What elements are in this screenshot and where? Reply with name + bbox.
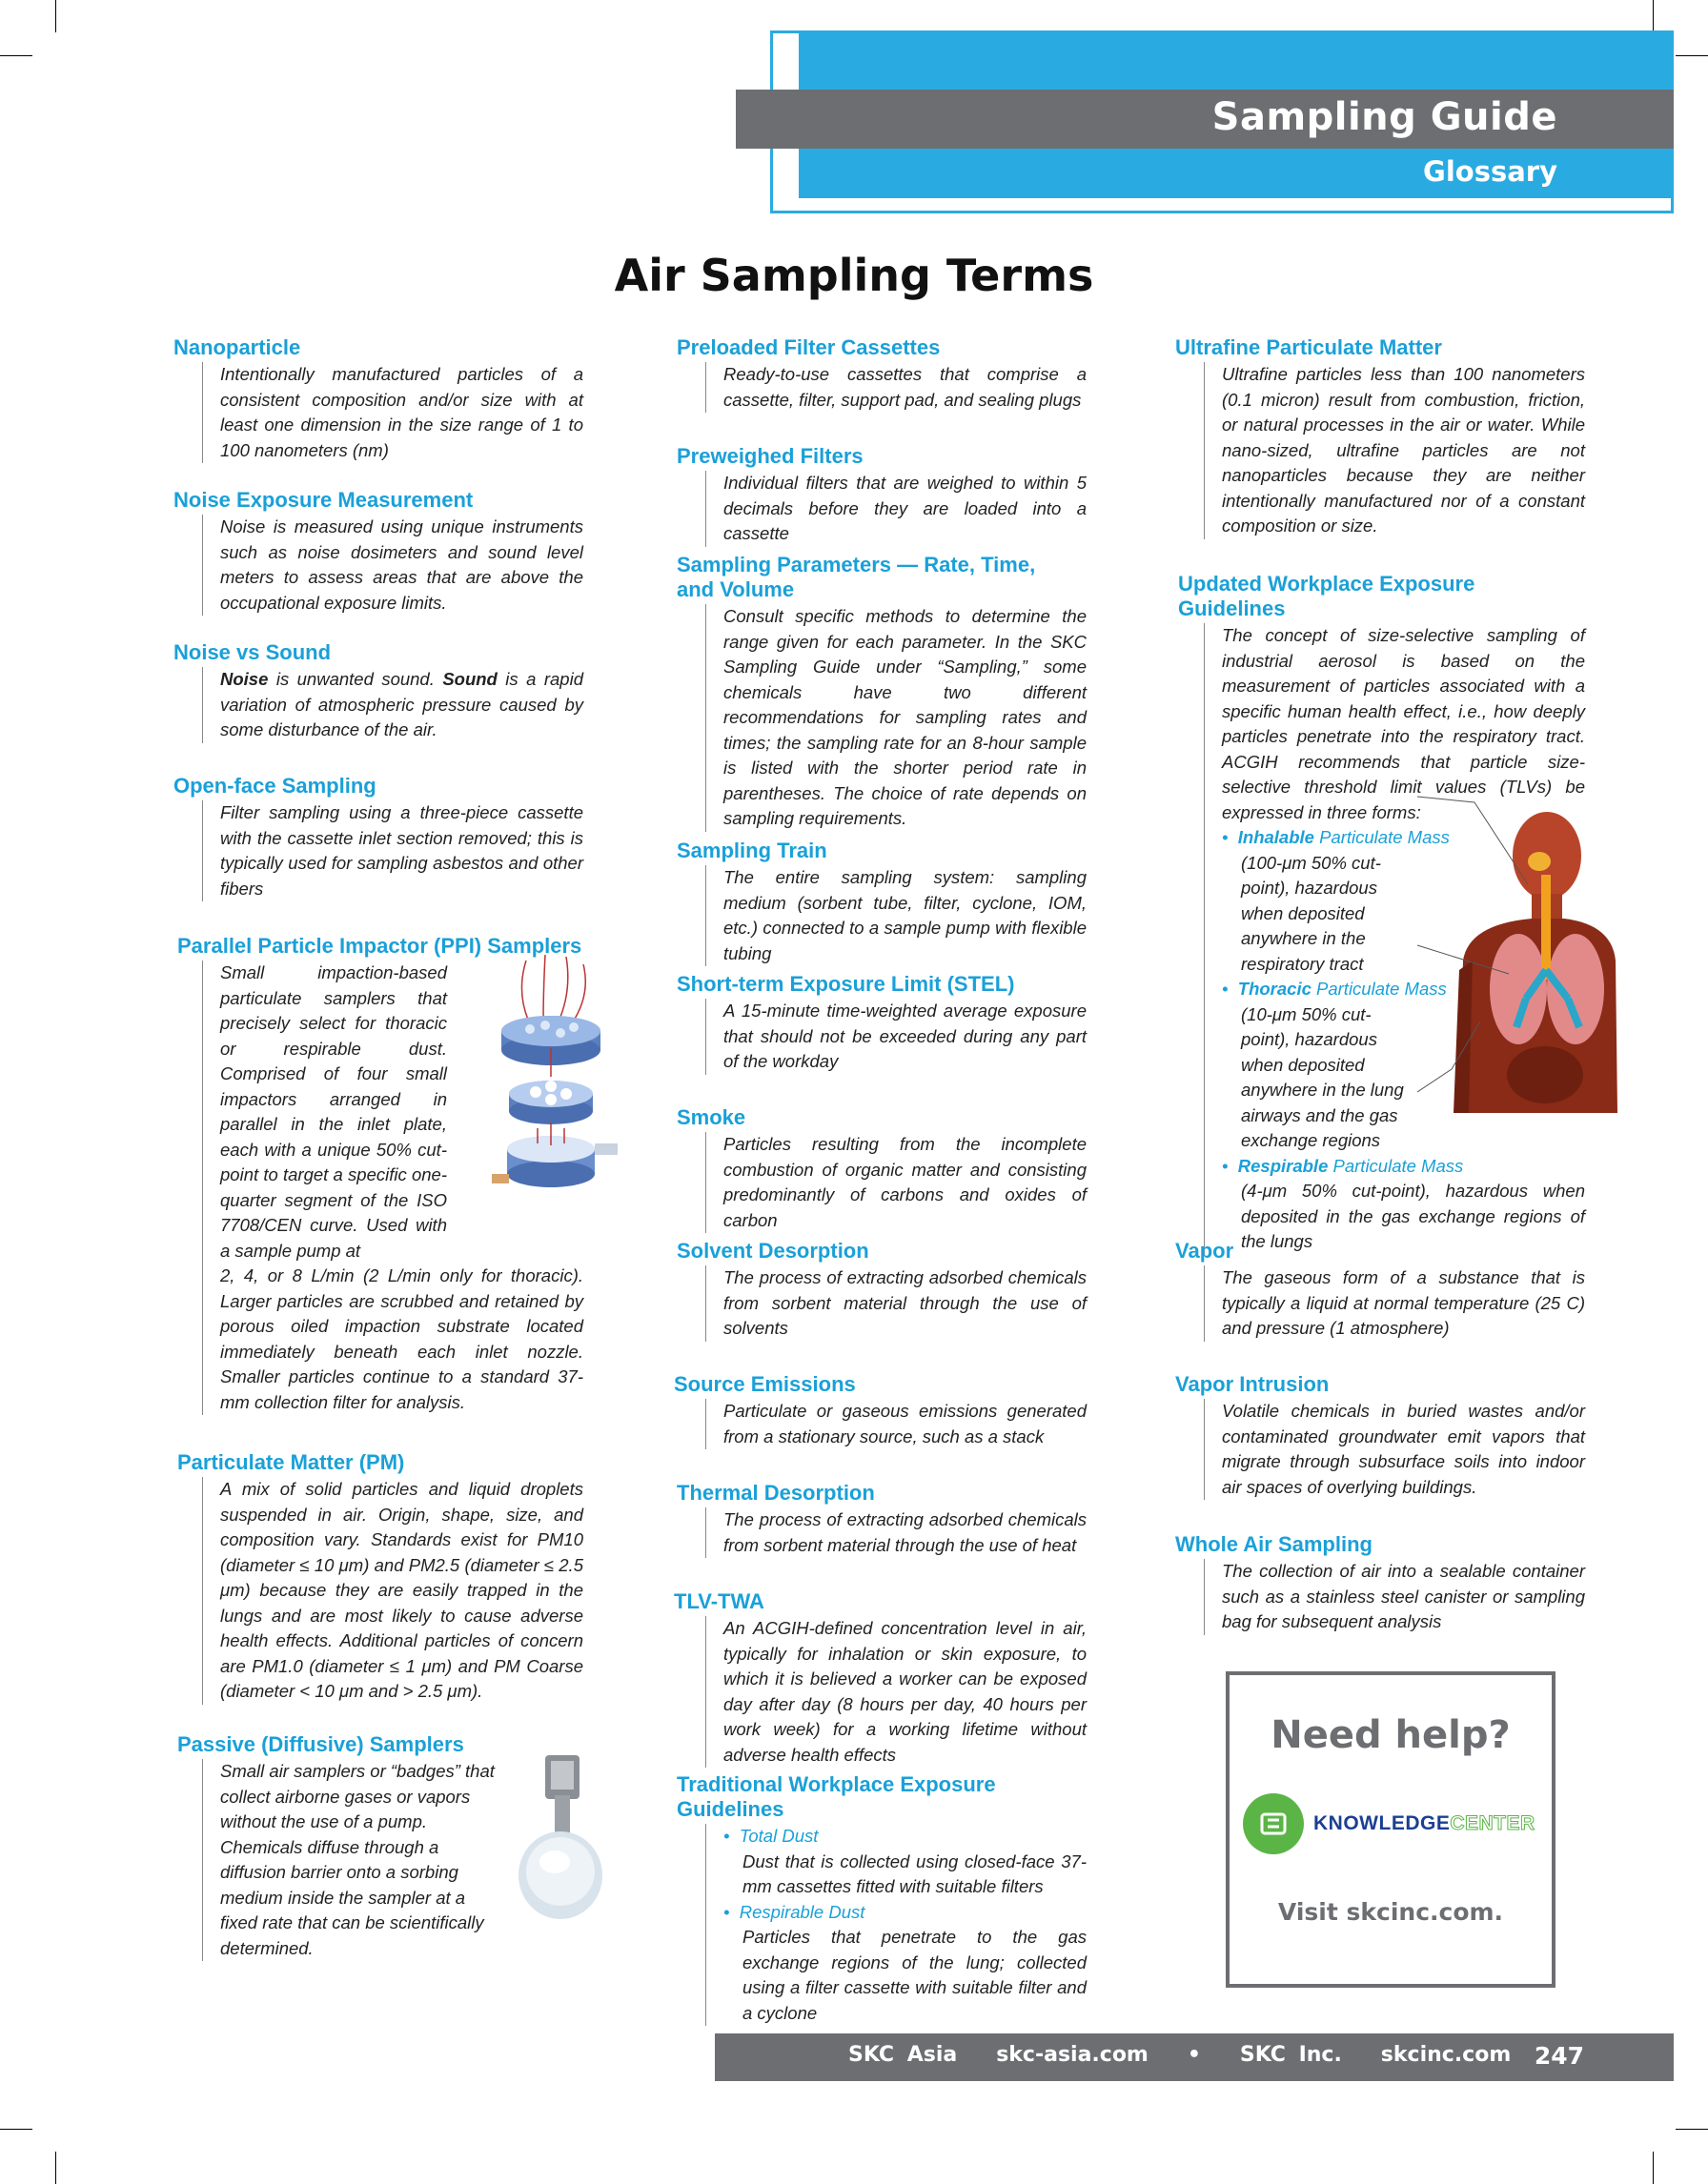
term-heading: Source Emissions (674, 1372, 856, 1396)
bullet-text: Particles that penetrate to the gas exchange regions of the lung; collected using a filter cassette with suitable filter and a cyclone (742, 1927, 1087, 2023)
term-heading: Thermal Desorption (677, 1481, 875, 1505)
term-heading: Preloaded Filter Cassettes (677, 335, 941, 359)
term-definition: Volatile chemicals in buried wastes and/or contaminated groundwater emit vapors that migrate through subsurface soils into indoor air spaces of overlying buildings. (1204, 1399, 1585, 1500)
glossary-entry (677, 444, 1087, 547)
page-title: Air Sampling Terms (614, 250, 1094, 301)
term-definition: Consult specific methods to determine the range given for each parameter. In the SKC Sampling Guide under “Sampling,” some chemicals have two different recommendations for sampling rates and times; the sampling rate for an 8-hour sample is listed with the shorter period rate in parentheses. The choice of rate depends on sampling requirements. (705, 604, 1087, 832)
glossary-entry (677, 553, 1087, 832)
glossary-entry (674, 1589, 1087, 1768)
term-definition: Noise is measured using unique instruments such as noise dosimeters and sound level meters to assess areas that are above the occupational exposure limits. (202, 515, 583, 616)
header-blue-band (799, 30, 1674, 90)
term-heading: Ultrafine Particulate Matter (1175, 335, 1442, 359)
term-heading: Particulate Matter (PM) (177, 1450, 405, 1474)
crop-mark (55, 2152, 56, 2184)
glossary-entry (677, 1239, 1087, 1342)
bullet-marker: • (1222, 827, 1238, 847)
page-number: 247 (1534, 2042, 1584, 2070)
bullet-text: (4-μm 50% cut-point), hazardous when deposited in the gas exchange regions of the lungs (1241, 1181, 1585, 1251)
term-definition: Filter sampling using a three-piece cassette with the cassette inlet section removed; this is typically used for sampling asbestos and other fibers (202, 800, 583, 901)
footer-bar (715, 2033, 1674, 2081)
crop-mark (0, 55, 32, 56)
bullet-item (723, 1900, 1087, 1926)
bullet-heading-rest: Particulate Mass (1328, 1155, 1464, 1176)
term-definition: Ready-to-use cassettes that comprise a cassette, filter, support pad, and sealing plugs (705, 362, 1087, 413)
glossary-entry (173, 335, 583, 463)
glossary-entry (677, 1481, 1087, 1558)
glossary-entry (1175, 1239, 1585, 1342)
glossary-entry (1175, 1372, 1585, 1500)
glossary-entry (677, 1772, 1087, 2026)
bullet-heading: Respirable (1237, 1155, 1329, 1176)
term-heading: Solvent Desorption (677, 1239, 869, 1263)
def-text-full: 2, 4, or 8 L/min (2 L/min only for thoracic). Larger particles are scrubbed and retained by porous oiled impaction substrate located immediately beneath each inlet nozzle. Smaller particles continue to a standard 37-mm collection filter for analysis. (220, 1265, 583, 1412)
knowledge-center-icon (1243, 1793, 1304, 1854)
footer-contacts: SKC Asia skc-asia.com • SKC Inc. skcinc.com (848, 2043, 1512, 2067)
def-intro: The concept of size-selective sampling of industrial aerosol is based on the measurement of particles associated with a specific human health effect, i.e., how deeply particles penetrate into the respiratory tract. ACGIH recommends that particle size-selective threshold limit values (TLVs) be expressed in three forms: (1222, 625, 1585, 822)
term-heading: Whole Air Sampling (1175, 1532, 1372, 1556)
bullet-heading: Inhalable (1237, 827, 1314, 847)
glossary-entry (677, 335, 1087, 413)
bullet-text: (100-μm 50% cut-point), hazardous when deposited anywhere in the respiratory tract (1241, 852, 1381, 974)
term-definition (705, 1824, 1087, 2026)
bullet-heading: Total Dust (739, 1826, 819, 1846)
def-text-wrapped: Small impaction-based particulate samplers that precisely select for thoracic or respirable dust. Comprised of four small impactors arranged in parallel in the inlet plate, each with a unique 50% cut-point to target a specific one-quarter segment of the ISO 7708/CEN curve. Used with a sample pump at (220, 962, 447, 1261)
term-definition: Individual filters that are weighed to within 5 decimals before they are loaded into a cassette (705, 471, 1087, 547)
crop-mark (1653, 2152, 1654, 2184)
crop-mark (1653, 0, 1654, 32)
bold-word: Sound (442, 669, 498, 689)
bullet-heading-rest: Particulate Mass (1311, 979, 1447, 999)
def-text: is a rapid variation of atmospheric pressure caused by some disturbance of the air. (220, 669, 583, 739)
bullet-text: Dust that is collected using closed-face 37-mm cassettes fitted with suitable filters (742, 1850, 1087, 1896)
term-heading: Sampling Parameters — Rate, Time, and Volume (677, 553, 1036, 601)
term-definition: The gaseous form of a substance that is typically a liquid at normal temperature (25 C) and pressure (1 atmosphere) (1204, 1265, 1585, 1342)
bullet-heading-rest: Particulate Mass (1313, 827, 1450, 847)
bullet-marker: • (723, 1826, 740, 1846)
term-heading: Passive (Diffusive) Samplers (177, 1732, 464, 1756)
term-heading: Short-term Exposure Limit (STEL) (677, 972, 1015, 996)
glossary-entry (173, 1450, 583, 1705)
bullet-item (1222, 1154, 1585, 1180)
visit-link[interactable]: Visit skcinc.com. (1277, 1898, 1504, 1926)
glossary-entry (173, 488, 583, 616)
glossary-entry (1175, 335, 1585, 539)
crop-mark (1676, 2129, 1708, 2130)
term-heading: Parallel Particle Impactor (PPI) Samplers (177, 934, 582, 958)
glossary-entry (677, 839, 1087, 966)
term-heading: Preweighed Filters (677, 444, 864, 468)
bold-word: Noise (220, 669, 269, 689)
term-definition: Particles resulting from the incomplete combustion of organic matter and consisting predominantly of carbons and oxides of carbon (705, 1132, 1087, 1233)
bullet-heading: Respirable Dust (739, 1901, 865, 1922)
term-heading: Vapor Intrusion (1175, 1372, 1330, 1396)
knowledge-center-logo[interactable] (1313, 1812, 1535, 1835)
passive-badge-illustration (517, 1753, 602, 1927)
bullet-marker: • (723, 1901, 740, 1922)
term-heading: Noise vs Sound (173, 640, 332, 664)
section-subtitle: Glossary (1423, 155, 1557, 188)
help-title: Need help? (1271, 1713, 1511, 1757)
kc-label-part2: CENTER (1450, 1812, 1535, 1834)
term-heading: Vapor (1175, 1239, 1234, 1263)
term-definition: Intentionally manufactured particles of a consistent composition and/or size with at least one dimension in the size range of 1 to 100 nanometers (nm) (202, 362, 583, 463)
term-definition: A 15-minute time-weighted average exposure that should not be exceeded during any part of the workday (705, 999, 1087, 1075)
def-text-wrapped: Small air samplers or “badges” that collect airborne gases or vapors without the use of a pump. Chemicals diffuse through a diffusion barrier onto a sorbing medium inside the sampler at a fixed rate that can be scientifically determined. (220, 1761, 495, 1958)
bullet-item (723, 1824, 1087, 1850)
kc-label-part1: KNOWLEDGE (1313, 1812, 1451, 1834)
term-definition: An ACGIH-defined concentration level in air, typically for inhalation or skin exposure, to which it is believed a worker can be exposed day after day (8 hours per day, 40 hours per work week) for a working lifetime without adverse health effects (705, 1616, 1087, 1768)
term-heading: Nanoparticle (173, 335, 301, 359)
glossary-entry (677, 972, 1087, 1075)
term-definition: Particulate or gaseous emissions generated from a stationary source, such as a stack (705, 1399, 1087, 1449)
term-heading: Sampling Train (677, 839, 827, 862)
glossary-entry (674, 1372, 1087, 1449)
term-definition: A mix of solid particles and liquid droplets suspended in air. Origin, shape, size, and composition vary. Standards exist for PM10 (diameter ≤ 10 μm) and PM2.5 (diameter ≤ 2.5 μm) because they are easily trapped in the lungs and are most likely to cause adverse health effects. Additional particles of concern are PM1.0 (diameter ≤ 1 μm) and PM Coarse (diameter < 10 μm and > 2.5 μm). (202, 1477, 583, 1705)
bullet-text: (10-μm 50% cut-point), hazardous when deposited anywhere in the lung airways and the gas exchange regions (1241, 1003, 1404, 1150)
term-heading: Updated Workplace Exposure Guidelines (1178, 572, 1475, 620)
section-title: Sampling Guide (1211, 95, 1557, 139)
term-definition: The collection of air into a sealable container such as a stainless steel canister or sampling bag for subsequent analysis (1204, 1559, 1585, 1635)
term-definition (202, 667, 583, 743)
bullet-marker: • (1222, 1155, 1238, 1176)
glossary-entry (173, 774, 583, 901)
glossary-entry (677, 1105, 1087, 1233)
bullet-marker: • (1222, 979, 1238, 999)
help-box (1226, 1671, 1556, 1988)
glossary-entry (173, 640, 583, 743)
bullet-heading: Thoracic (1237, 979, 1312, 999)
ppi-sampler-illustration (488, 953, 621, 1199)
term-heading: Smoke (677, 1105, 746, 1129)
crop-mark (55, 0, 56, 32)
term-heading: Traditional Workplace Exposure Guidelines (677, 1772, 996, 1821)
term-definition: The entire sampling system: sampling medium (sorbent tube, filter, cyclone, IOM, etc.) connected to a sample pump with flexible tubing (705, 865, 1087, 966)
term-definition: The process of extracting adsorbed chemicals from sorbent material through the use of solvents (705, 1265, 1087, 1342)
term-definition: Ultrafine particles less than 100 nanometers (0.1 micron) result from combustion, friction, or natural processes in the air or water. While nano-sized, ultrafine particles are not nanoparticles because they are neither intentionally manufactured nor of a constant composition or size. (1204, 362, 1585, 539)
term-heading: TLV-TWA (674, 1589, 764, 1613)
term-definition: The process of extracting adsorbed chemicals from sorbent material through the use of heat (705, 1507, 1087, 1558)
glossary-entry (1175, 1532, 1585, 1635)
def-text: is unwanted sound. (268, 669, 443, 689)
term-heading: Noise Exposure Measurement (173, 488, 474, 512)
crop-mark (0, 2129, 32, 2130)
pointer-lines (1413, 783, 1604, 1107)
crop-mark (1676, 55, 1708, 56)
term-heading: Open-face Sampling (173, 774, 376, 798)
